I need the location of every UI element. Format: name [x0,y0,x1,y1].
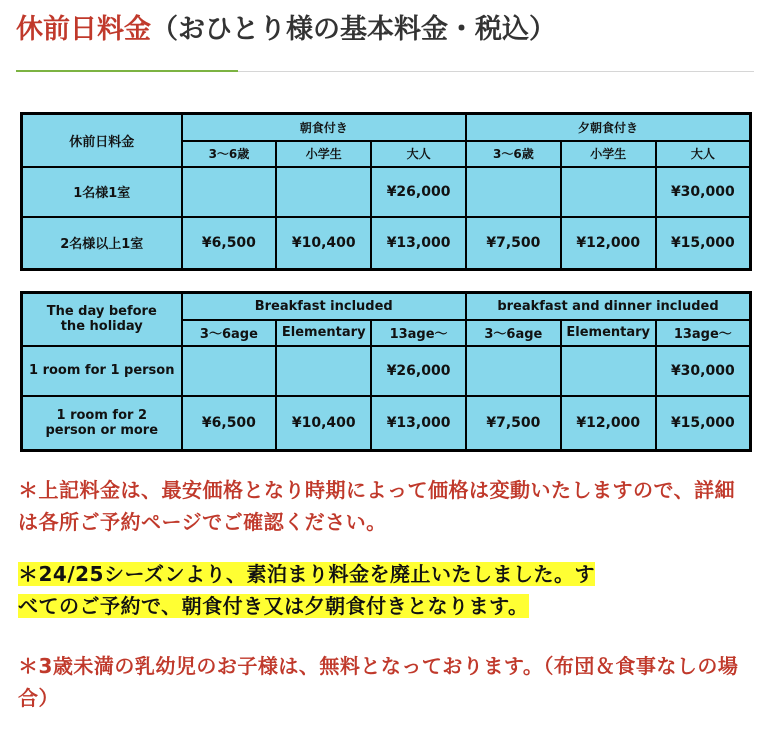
price-cell: ¥12,000 [561,396,656,451]
table-row [22,396,751,451]
highlighted-text: ＊24/25シーズンより、素泊まり料金を廃止いたしました。す [18,562,595,586]
table-corner-label [22,293,182,346]
subheader-cell: 小学生 [561,141,656,167]
price-cell: ¥30,000 [656,346,751,396]
subheader-cell: 大人 [371,141,466,167]
row-label: 2名様以上1室 [22,217,182,270]
price-cell: ¥15,000 [656,396,751,451]
page-title [16,10,556,50]
price-cell [466,346,561,396]
row-label: 1名様1室 [22,167,182,217]
price-cell: ¥10,400 [276,396,371,451]
title-underline [238,71,754,72]
price-table-japanese [20,112,752,271]
price-table-english [20,291,752,452]
subheader-cell: Elementary [276,320,371,346]
highlighted-text: べてのご予約で、朝食付き又は夕朝食付きとなります。 [18,594,529,618]
price-cell [182,346,277,396]
price-cell [276,346,371,396]
subheader-cell: 13age～ [371,320,466,346]
price-cell: ¥12,000 [561,217,656,270]
price-cell: ¥26,000 [371,167,466,217]
group-header-breakfast: Breakfast included [182,293,466,320]
page-title-main: 休前日料金 [16,14,151,45]
price-cell: ¥13,000 [371,217,466,270]
page-title-sub: （おひとり様の基本料金・税込） [151,14,556,45]
price-cell: ¥26,000 [371,346,466,396]
corner-line: the holiday [60,319,143,335]
subheader-cell: 3～6歳 [466,141,561,167]
subheader-cell: 3～6歳 [182,141,277,167]
price-cell: ¥30,000 [656,167,751,217]
price-cell [276,167,371,217]
price-cell [466,167,561,217]
table-row [22,346,751,396]
subheader-cell: 13age～ [656,320,751,346]
row-label-line: person or more [45,422,159,438]
price-cell: ¥15,000 [656,217,751,270]
price-cell: ¥6,500 [182,217,277,270]
subheader-cell: 3～6age [182,320,277,346]
group-header-dinner-breakfast: 夕朝食付き [466,114,751,141]
note-infants-free: ＊3歳未満の乳幼児のお子様は、無料となっております。（布団＆食事なしの場合） [18,654,739,710]
price-cell: ¥13,000 [371,396,466,451]
subheader-cell: 大人 [656,141,751,167]
table-row [22,167,751,217]
table-corner-label: 休前日料金 [22,114,182,167]
subheader-cell: 小学生 [276,141,371,167]
price-cell [182,167,277,217]
group-header-dinner-breakfast: breakfast and dinner included [466,293,751,320]
price-cell: ¥7,500 [466,396,561,451]
row-label-line: 1 room for 2 [56,407,147,423]
title-underline-accent [16,70,238,72]
subheader-cell: 3～6age [466,320,561,346]
group-header-breakfast: 朝食付き [182,114,466,141]
price-cell [561,346,656,396]
row-label [22,396,182,451]
note-price-variation: ＊上記料金は、最安価格となり時期によって価格は変動いたしますので、詳細は各所ご予約ページでご確認ください。 [18,478,736,534]
corner-line: The day before [46,304,157,320]
row-label: 1 room for 1 person [22,346,182,396]
price-cell: ¥10,400 [276,217,371,270]
price-cell: ¥7,500 [466,217,561,270]
price-cell [561,167,656,217]
note-room-only-abolished [18,558,758,622]
table-row [22,217,751,270]
subheader-cell: Elementary [561,320,656,346]
price-cell: ¥6,500 [182,396,277,451]
